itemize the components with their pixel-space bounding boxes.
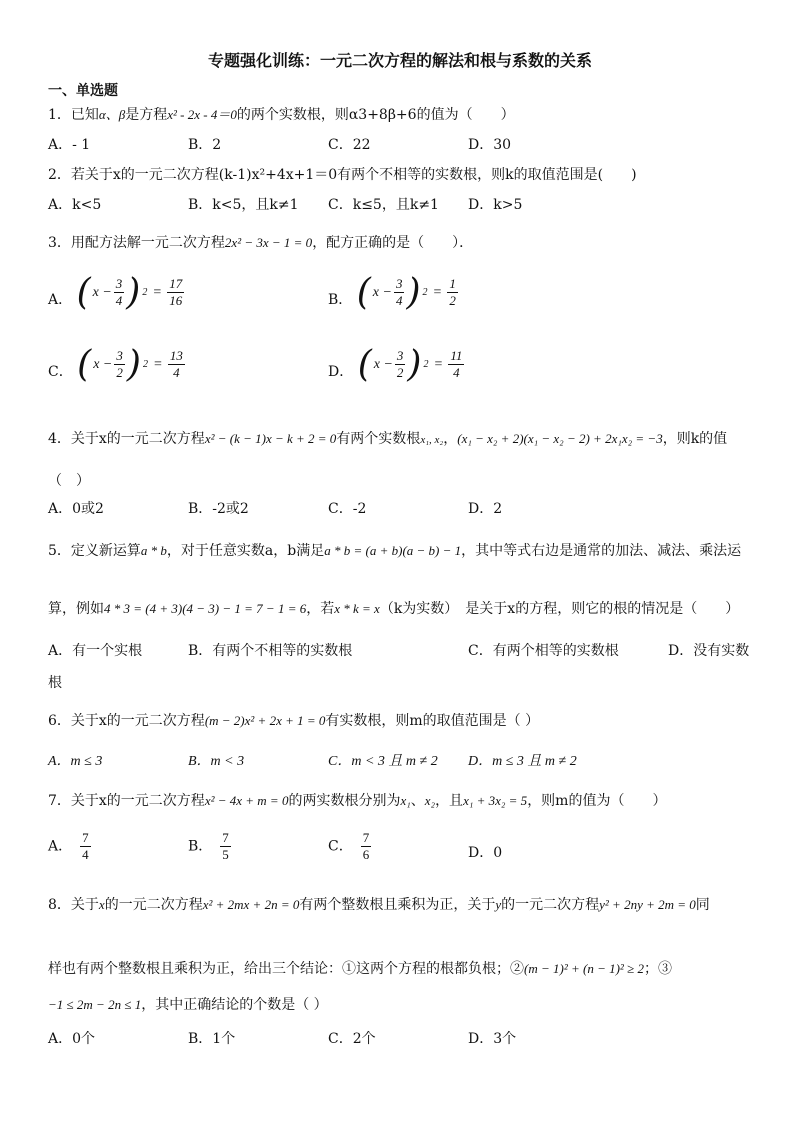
- q6-option-c: C．m < 3 且 m ≠ 2: [328, 754, 438, 769]
- q8-c3: −1 ≤ 2m − 2n ≤ 1: [48, 997, 142, 1012]
- q3-option-c: C． ( x − $\frac{3}{2}$ ) 2 = $\frac{13}{4}$: [48, 344, 183, 385]
- q5-option-a: A．有一个实根: [48, 643, 143, 659]
- question-3: [48, 232, 473, 252]
- q5-op: a * b: [140, 543, 167, 558]
- q4-option-a: A．0或2: [48, 501, 104, 517]
- q8-line-2: 样也有两个整数根且乘积为正，给出三个结论：①这两个方程的根都负根；②(m − 1)² + (n − 1)² ≥ 2；③: [48, 961, 672, 977]
- q3-option-a: A． ( x − $\frac{3}{4}$ ) 2 = $\frac{17}{16}$: [48, 272, 183, 313]
- q4-equation: x² − (k − 1)x − k + 2 = 0: [204, 431, 337, 446]
- q1-stem-pre: 1．已知: [48, 107, 99, 123]
- q5-example: 4 * 3 = (4 + 3)(4 − 3) − 1 = 7 − 1 = 6: [104, 601, 307, 616]
- q5-def: a * b = (a + b)(a − b) − 1: [324, 543, 462, 558]
- q1-option-c: C．22: [328, 137, 371, 153]
- q6-option-b: B．m < 3: [188, 754, 245, 769]
- q5-option-d: D．没有实数: [668, 643, 750, 659]
- q7-x2: x₂: [424, 793, 436, 808]
- q8-option-d: D．3个: [468, 1031, 517, 1047]
- q5-line-2: 算，例如4 * 3 = (4 + 3)(4 − 3) − 1 = 7 − 1 = 6，若x * k = x（k为实数） 是关于x的方程，则它的根的情况是（ ）: [48, 601, 740, 617]
- q4-roots: x₁, x₂: [420, 434, 444, 446]
- q7-condition: x₁ + 3x₂ = 5: [463, 793, 528, 808]
- q5-option-d-wrap: 根: [48, 675, 62, 691]
- q7-option-c: C． $\frac{7}{6}$: [328, 830, 370, 862]
- q5-option-b: B．有两个不相等的实数根: [188, 643, 353, 659]
- q1-stem-post: 的两个实数根，则α3+8β+6的值为（ ）: [236, 107, 515, 123]
- section-heading: 一、单选题: [48, 83, 118, 99]
- question-5: 5．定义新运算a * b，对于任意实数a，b满足a * b = (a + b)(a − b) − 1，其中等式右边是通常的加法、减法、乘法运: [48, 543, 742, 559]
- q8-option-a: A．0个: [48, 1031, 96, 1047]
- q1-stem-mid: 是方程: [125, 107, 168, 123]
- q3-equation: 2x² − 3x − 1 = 0: [224, 235, 313, 250]
- q4-condition: (x₁ − x₂ + 2)(x₁ − x₂ − 2) + 2x₁x₂ = −3: [457, 431, 663, 446]
- q2-option-d: D．k>5: [468, 197, 523, 213]
- q1-option-b: B．2: [188, 137, 222, 153]
- q4-blank: （ ）: [48, 473, 90, 489]
- q8-c2: (m − 1)² + (n − 1)² ≥ 2: [524, 961, 644, 976]
- q5-cond: x * k = x: [334, 601, 380, 616]
- question-7: 7．关于x的一元二次方程x² − 4x + m = 0的两实数根分别为x₁、x₂，且x₁ + 3x₂ = 5，则m的值为（ ）: [48, 793, 667, 809]
- q6-option-d: D．m ≤ 3 且 m ≠ 2: [468, 754, 577, 769]
- q4-option-b: B．-2或2: [188, 501, 249, 517]
- q3-stem-post: ，配方正确的是（ ）．: [312, 235, 474, 251]
- q5-option-c: C．有两个相等的实数根: [468, 643, 619, 659]
- q4-option-c: C．-2: [328, 501, 367, 517]
- q1-option-a: A．- 1: [48, 137, 91, 153]
- q7-option-b: B． $\frac{7}{5}$: [188, 830, 229, 862]
- q7-option-d: D．0: [468, 845, 503, 861]
- page-title: 专题强化训练：一元二次方程的解法和根与系数的关系: [207, 51, 592, 70]
- q7-x1: x₁: [400, 793, 411, 808]
- q4-option-d: D．2: [468, 501, 503, 517]
- q1-equation: x² - 2x - 4＝0: [167, 107, 237, 122]
- q8-line-3: −1 ≤ 2m − 2n ≤ 1，其中正确结论的个数是（ ）: [48, 997, 328, 1013]
- q3-stem-pre: 3．用配方法解一元二次方程: [48, 235, 225, 251]
- q7-equation: x² − 4x + m = 0: [204, 793, 289, 808]
- q8-option-b: B．1个: [188, 1031, 236, 1047]
- q6-option-a: A．m ≤ 3: [48, 754, 103, 769]
- question-6: 6．关于x的一元二次方程(m − 2)x² + 2x + 1 = 0有实数根，则m的取值范围是（ ）: [48, 713, 540, 729]
- question-8: 8．关于x的一元二次方程x² + 2mx + 2n = 0有两个整数根且乘积为正，关于y的一元二次方程y² + 2ny + 2m = 0同: [48, 897, 710, 913]
- question-1: [48, 104, 515, 124]
- q1-alpha-beta: α、β: [98, 107, 126, 122]
- q3-option-d: D． ( x − $\frac{3}{2}$ ) 2 = $\frac{11}{4}$: [328, 344, 463, 385]
- q8-eq2: y² + 2ny + 2m = 0: [599, 897, 696, 912]
- q3-option-b: B． ( x − $\frac{3}{4}$ ) 2 = $\frac{1}{2}$: [328, 272, 456, 313]
- q8-eq1: x² + 2mx + 2n = 0: [202, 897, 300, 912]
- q2-option-b: B．k<5，且k≠1: [188, 197, 299, 213]
- q8-option-c: C．2个: [328, 1031, 376, 1047]
- question-2: 2．若关于x的一元二次方程(k-1)x²+4x+1＝0有两个不相等的实数根，则k的取值范围是( ): [48, 167, 637, 183]
- q6-equation: (m − 2)x² + 2x + 1 = 0: [204, 713, 326, 728]
- q2-option-a: A．k<5: [48, 197, 102, 213]
- q7-option-a: A． $\frac{7}{4}$: [48, 830, 89, 862]
- q1-option-d: D．30: [468, 137, 512, 153]
- q2-option-c: C．k≤5，且k≠1: [328, 197, 439, 213]
- question-4: 4．关于x的一元二次方程x² − (k − 1)x − k + 2 = 0有两个实数根x₁, x₂，(x₁ − x₂ + 2)(x₁ − x₂ − 2) + 2x₁x₂ = −3，则k的值: [48, 431, 728, 447]
